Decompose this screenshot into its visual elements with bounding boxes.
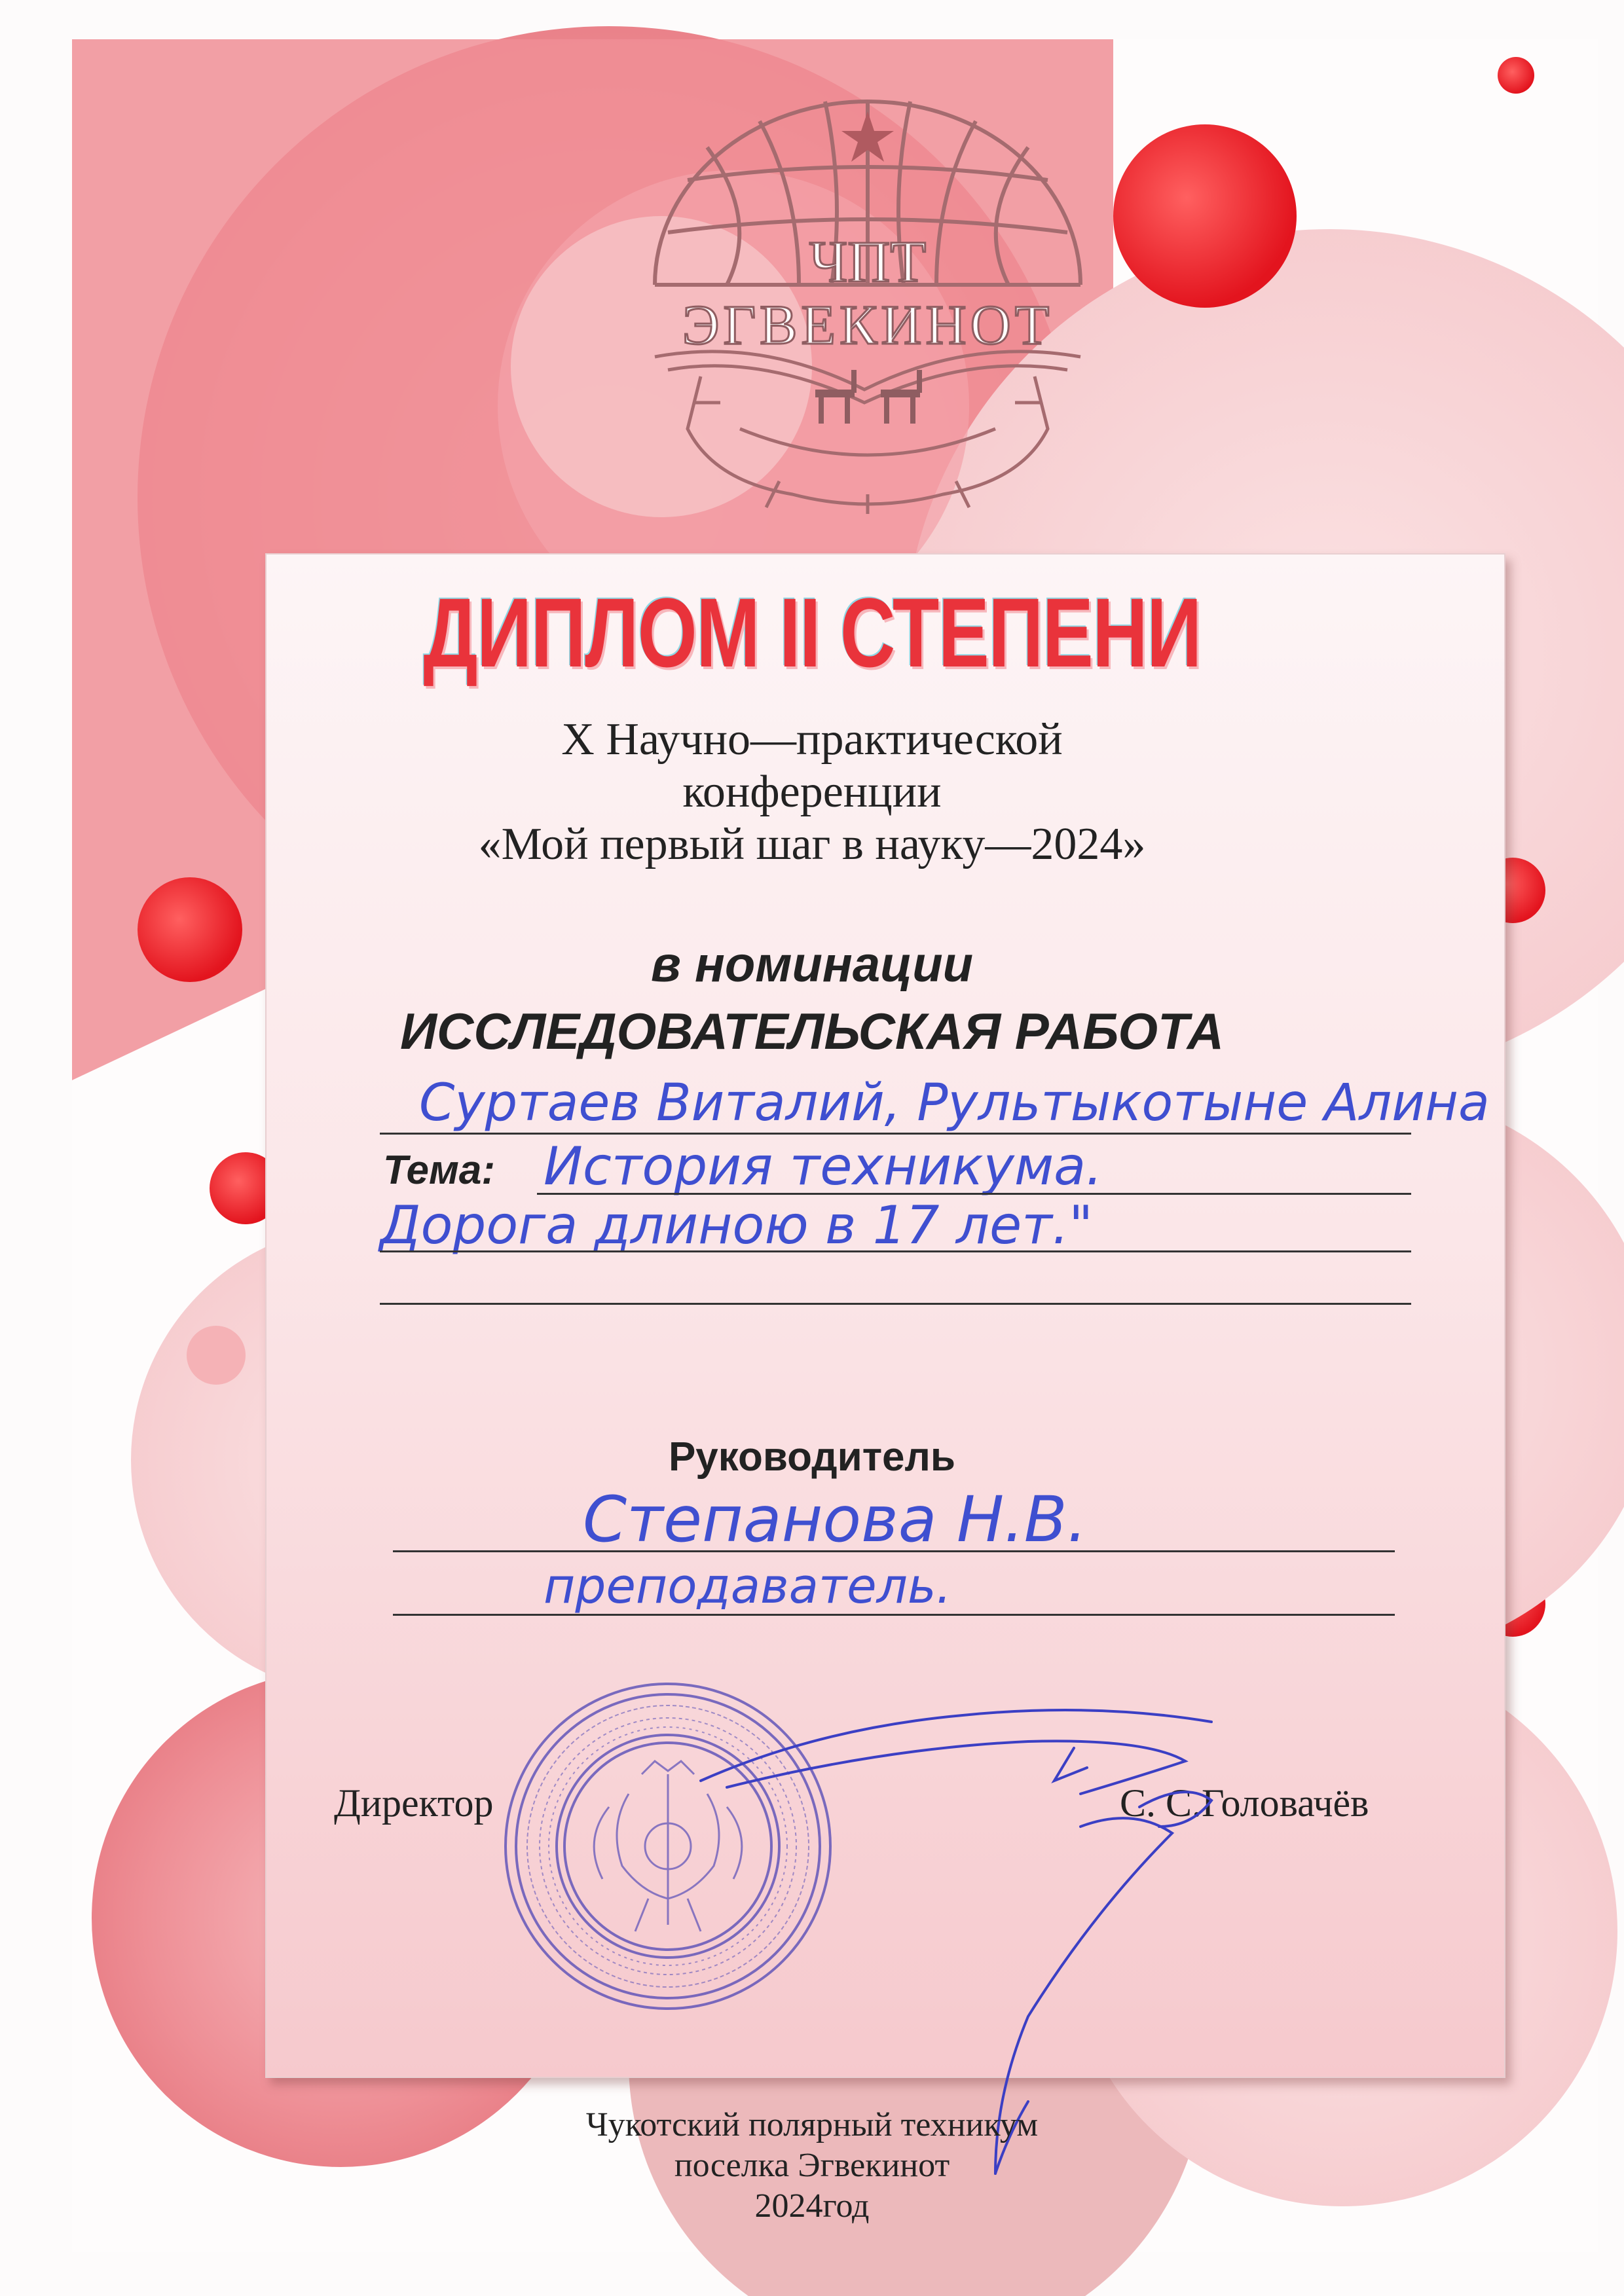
topic-label: Тема: [383,1148,495,1193]
footer-year: 2024год [754,2187,870,2225]
leader-label: Руководитель [668,1434,956,1480]
footer [0,2105,1624,2227]
topic-underline-2 [380,1250,1411,1252]
director-name: С. С.Головачёв [1120,1781,1369,1825]
logo-abbr: ЧПТ [809,230,927,295]
bg-dot [1498,57,1534,94]
nomination-prefix: в номинации [650,937,974,993]
logo-city: ЭГВЕКИНОТ [682,293,1054,356]
leader-name-handwritten: Степанова Н.В. [583,1483,1088,1556]
nomination-name: ИССЛЕДОВАТЕЛЬСКАЯ РАБОТА [399,1002,1225,1060]
footer-location: поселка Эгвекинот [674,2147,950,2184]
diploma-title: ДИПЛОМ II СТЕПЕНИ [423,577,1201,687]
participants-underline [380,1133,1411,1135]
bg-dot [1113,124,1297,308]
conference-line-2: конференции [682,767,942,817]
leader-underline-2 [393,1614,1395,1616]
participants-handwritten: Суртаев Виталий, Рультыкотыне Алина [419,1074,1490,1133]
director-label: Директор [334,1781,494,1825]
conference-name: «Мой первый шаг в науку—2024» [478,819,1146,869]
footer-institution: Чукотский полярный техникум [585,2106,1039,2143]
topic-line-2-handwritten: Дорога длиною в 17 лет." [380,1195,1094,1256]
reindeer-icon [815,370,922,424]
college-logo [629,62,1107,514]
conference-line-1: X Научно—практической [561,714,1063,765]
leader-position-handwritten: преподаватель. [544,1558,952,1614]
topic-underline-3 [380,1303,1411,1305]
leader-underline-1 [393,1550,1395,1552]
topic-line-1-handwritten: История техникума. [544,1136,1103,1197]
